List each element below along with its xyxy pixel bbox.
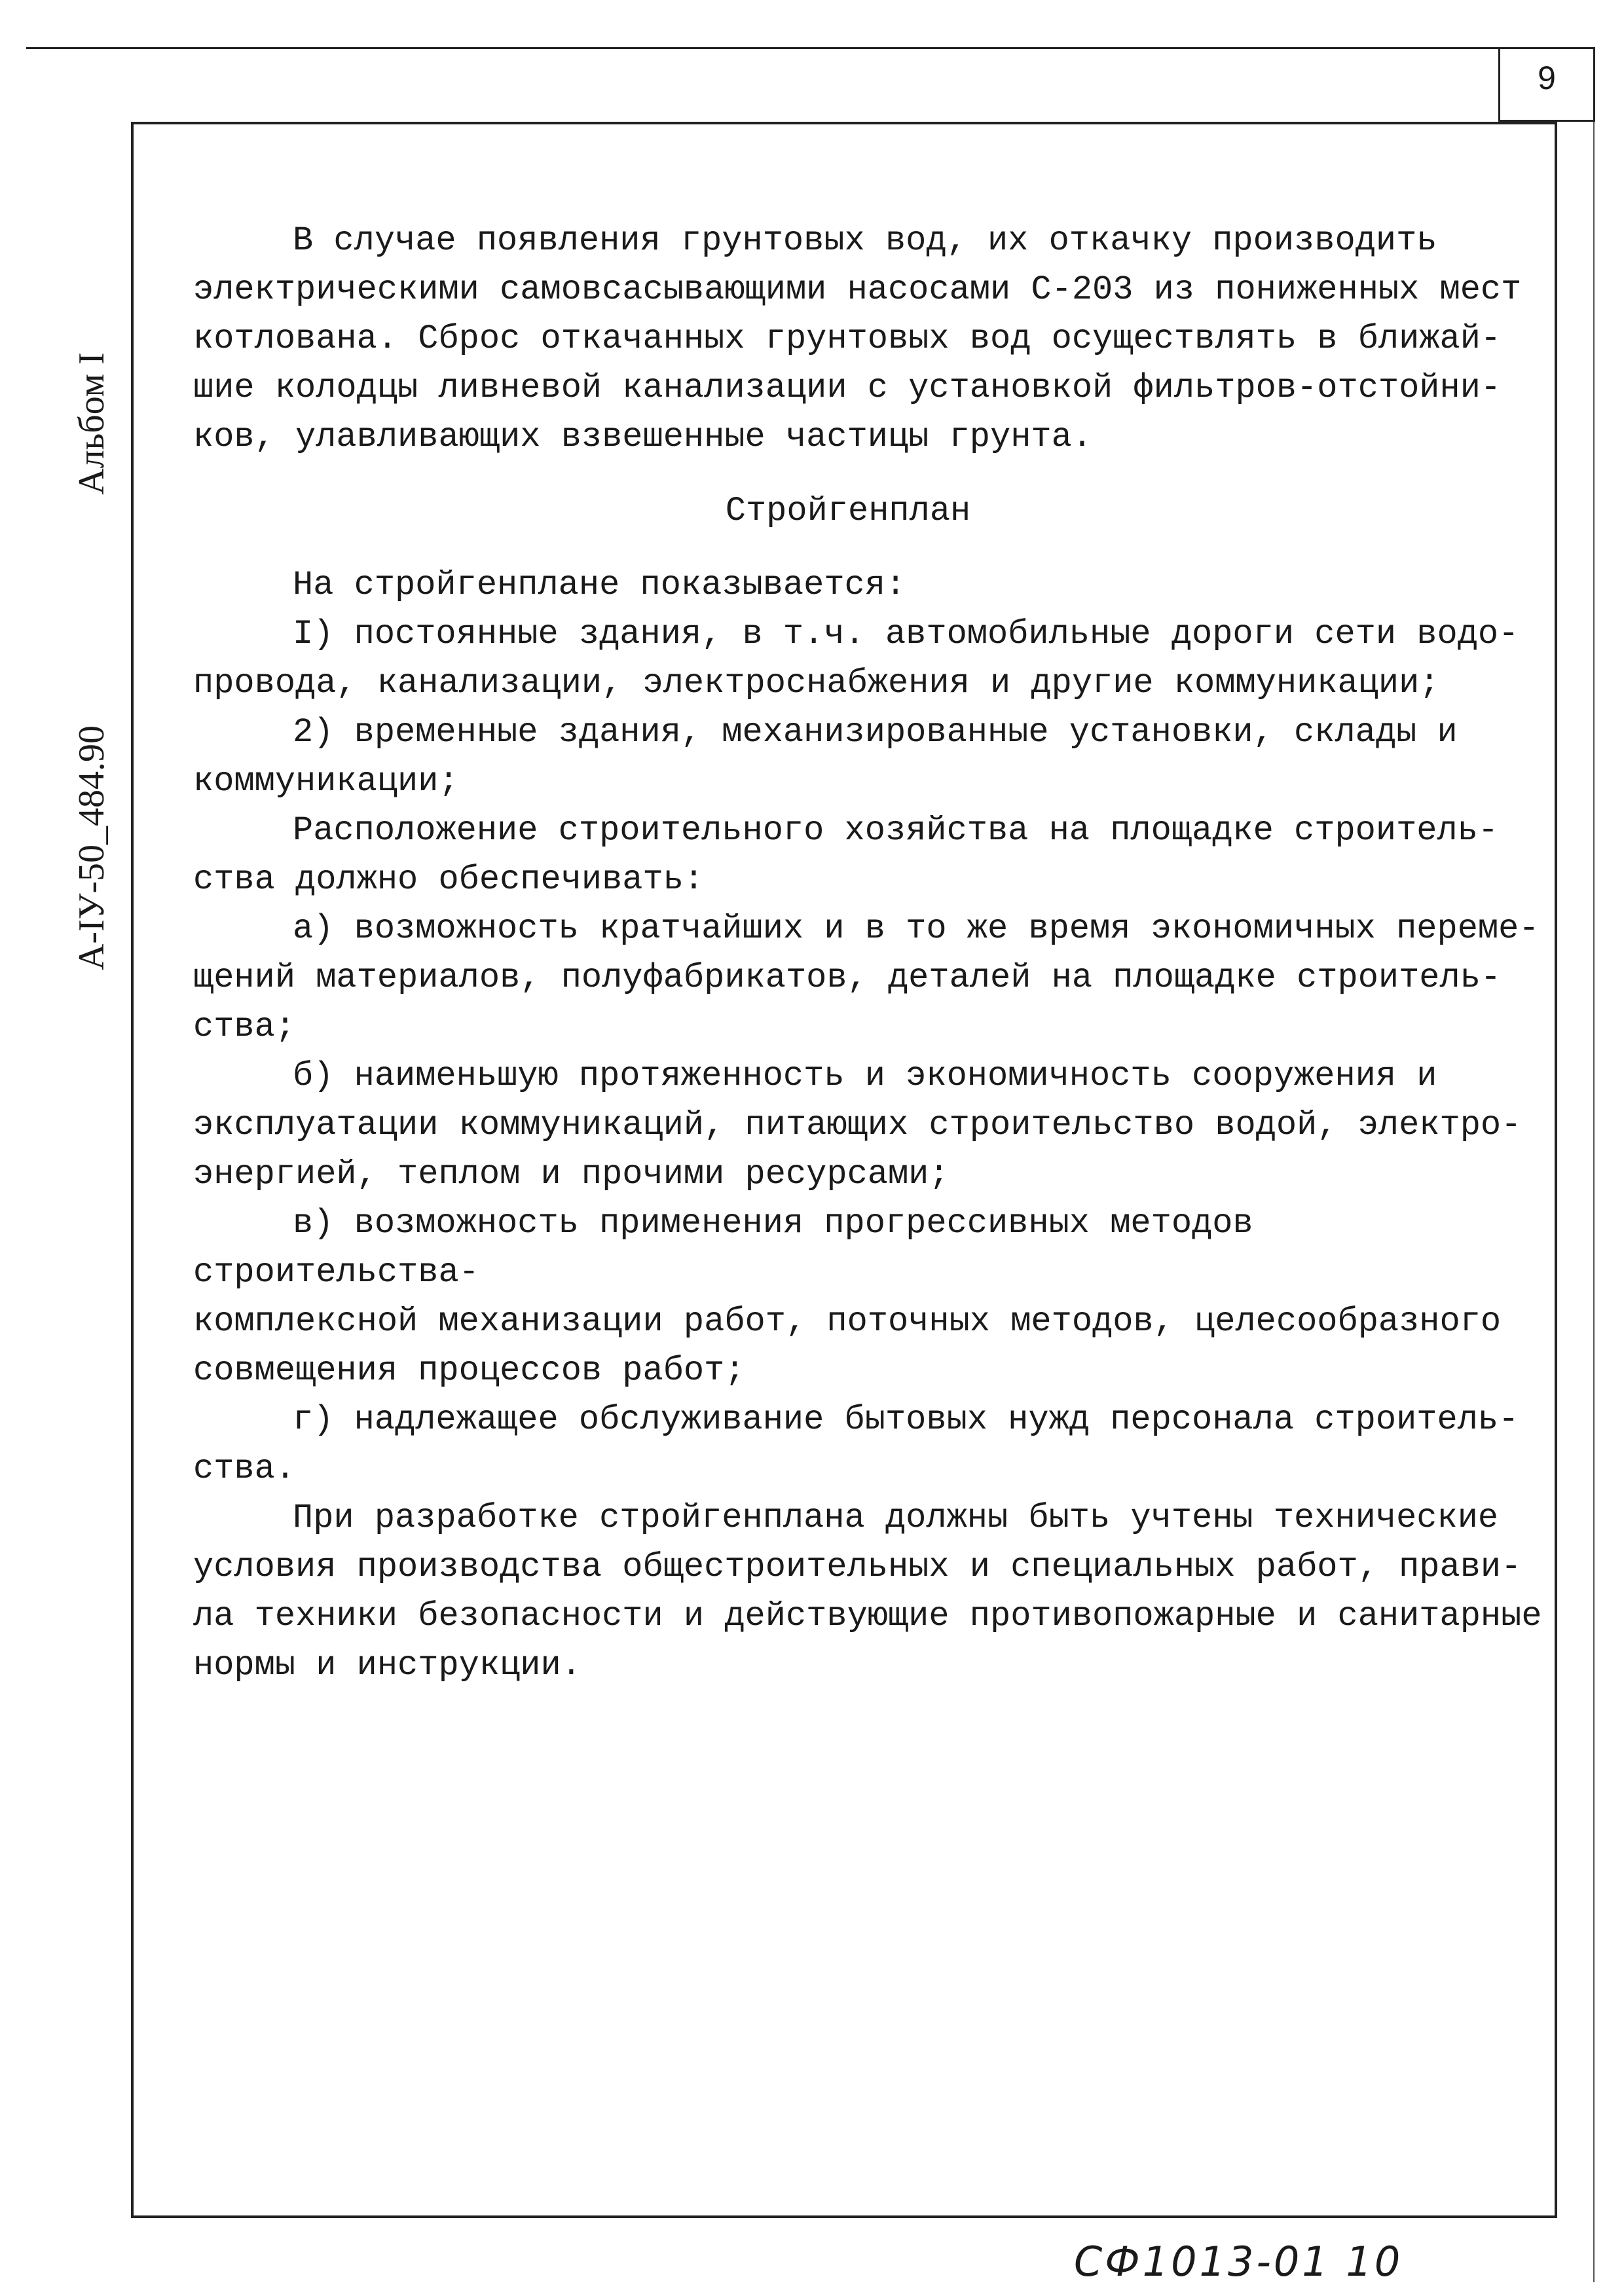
body-line: в) возможность применения прогрессивных методов строительства- <box>193 1204 1253 1292</box>
body-line: щений материалов, полуфабрикатов, деталей на площадке строитель- <box>193 958 1502 997</box>
body-line: совмещения процессов работ; <box>193 1351 745 1390</box>
body-line: эксплуатации коммуникаций, питающих строительство водой, электро- <box>193 1106 1522 1144</box>
body-line: При разработке стройгенплана должны быть учтены технические <box>293 1499 1499 1537</box>
body-line: ла техники безопасности и действующие противопожарные и санитарные <box>193 1597 1542 1635</box>
body-text <box>193 560 1542 1690</box>
top-rule <box>26 47 1595 49</box>
intro-line: шие колодцы ливневой канализации с установкой фильтров-отстойни- <box>193 369 1502 407</box>
body-line: провода, канализации, электроснабжения и другие коммуникации; <box>193 664 1440 702</box>
document-body <box>193 216 1542 1690</box>
body-line: I) постоянные здания, в т.ч. автомобильные дороги сети водо- <box>293 615 1519 653</box>
body-line: ства; <box>193 1008 296 1046</box>
body-line: Расположение строительного хозяйства на площадке строитель- <box>293 811 1499 850</box>
intro-line: котлована. Сброс откачанных грунтовых вод осуществлять в ближай- <box>193 319 1502 358</box>
intro-line: ков, улавливающих взвешенные частицы грунта. <box>193 418 1093 456</box>
body-line: На стройгенплане показывается: <box>293 566 906 604</box>
body-line: комплексной механизации работ, поточных методов, целесообразного <box>193 1302 1502 1341</box>
footer-document-code: СФ1013-01 10 <box>1074 2238 1403 2286</box>
right-edge-line <box>1593 122 1595 2282</box>
body-line: б) наименьшую протяженность и экономичность сооружения и <box>293 1057 1437 1095</box>
body-line: 2) временные здания, механизированные установки, склады и <box>293 713 1458 752</box>
side-album-label: Альбом I <box>71 352 112 495</box>
body-line: нормы и инструкции. <box>193 1646 581 1685</box>
intro-paragraph <box>193 216 1542 462</box>
body-line: а) возможность кратчайших и в то же время экономичных переме- <box>293 909 1540 948</box>
body-line: ства должно обеспечивать: <box>193 860 705 899</box>
body-line: энергией, теплом и прочими ресурсами; <box>193 1155 950 1194</box>
body-line: условия производства общестроительных и специальных работ, прави- <box>193 1548 1522 1586</box>
body-line: коммуникации; <box>193 762 459 801</box>
body-line: ства. <box>193 1449 296 1488</box>
body-line: г) надлежащее обслуживание бытовых нужд персонала строитель- <box>293 1400 1519 1439</box>
page-number-box <box>1498 47 1595 122</box>
intro-line: В случае появления грунтовых вод, их откачку производить <box>293 221 1437 260</box>
intro-line: электрическими самовсасывающими насосами С-203 из пониженных мест <box>193 270 1522 309</box>
section-title: Стройгенплан <box>725 492 971 530</box>
page-number: 9 <box>1538 60 1556 96</box>
side-document-code: А-IУ-50_484.90 <box>71 725 112 971</box>
